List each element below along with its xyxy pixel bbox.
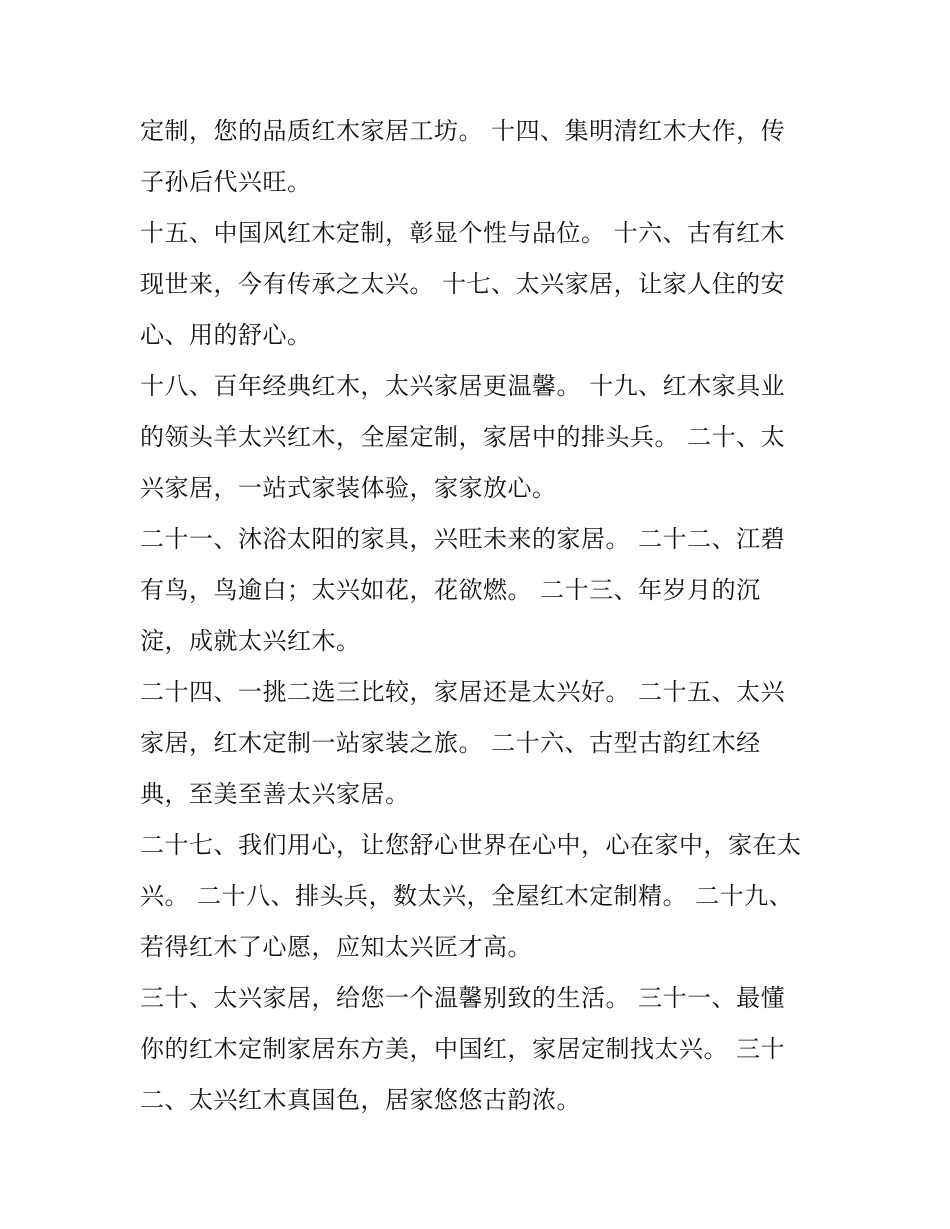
text-line: 你的红木定制家居东方美，中国红，家居定制找太兴。 三十 [140,1035,786,1063]
text-line: 有鸟，鸟逾白；太兴如花，花欲燃。 二十三、年岁月的沉 [140,576,761,604]
text-line: 典，至美至善太兴家居。 [140,780,410,808]
text-line: 二十四、一挑二选三比较，家居还是太兴好。 二十五、太兴 [140,678,786,706]
text-line: 心、用的舒心。 [140,321,312,349]
text-line: 兴。 二十八、排头兵，数太兴，全屋红木定制精。 二十九、 [140,882,794,910]
text-line: 二十七、我们用心，让您舒心世界在心中，心在家中，家在太 [140,831,802,859]
text-line: 二十一、沐浴太阳的家具，兴旺未来的家居。 二十二、江碧 [140,525,786,553]
text-line: 十五、中国风红木定制，彰显个性与品位。 十六、古有红木 [140,219,786,247]
text-line: 二、太兴红木真国色，居家悠悠古韵浓。 [140,1086,581,1114]
text-line: 十八、百年经典红木，太兴家居更温馨。 十九、红木家具业 [140,372,786,400]
text-line: 现世来，今有传承之太兴。 十七、太兴家居，让家人住的安 [140,270,786,298]
text-line: 淀，成就太兴红木。 [140,627,361,655]
text-line: 若得红木了心愿，应知太兴匠才高。 [140,933,532,961]
text-line: 家居，红木定制一站家装之旅。 二十六、古型古韵红木经 [140,729,761,757]
text-line: 三十、太兴家居，给您一个温馨别致的生活。 三十一、最懂 [140,984,786,1012]
text-line: 兴家居，一站式家装体验，家家放心。 [140,474,557,502]
text-line: 的领头羊太兴红木，全屋定制，家居中的排头兵。 二十、太 [140,423,786,451]
text-line: 定制，您的品质红木家居工坊。 十四、集明清红木大作，传 [140,117,786,145]
text-line: 子孙后代兴旺。 [140,168,312,196]
